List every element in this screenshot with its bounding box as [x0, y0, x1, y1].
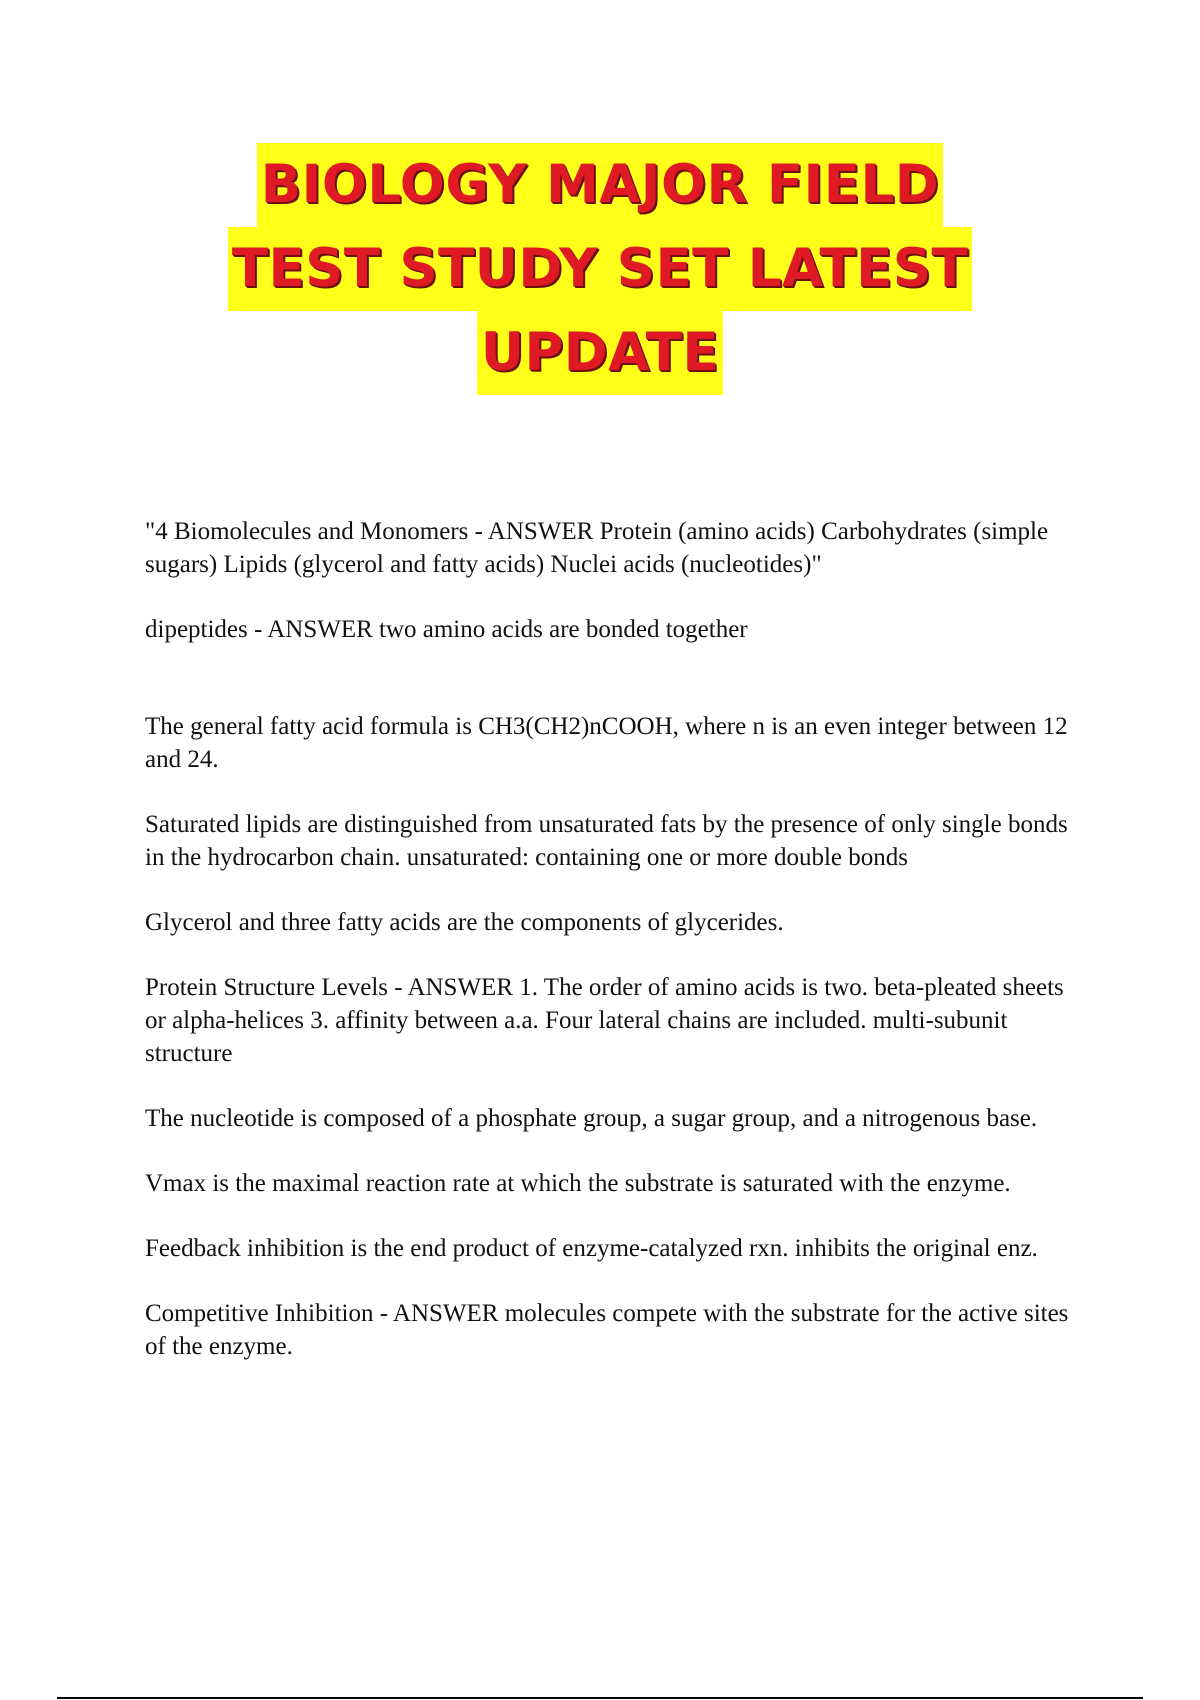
- paragraph-glycerides: Glycerol and three fatty acids are the components of glycerides.: [145, 909, 784, 936]
- title-line-1: BIOLOGY MAJOR FIELD: [257, 143, 943, 227]
- paragraph-biomolecules: "4 Biomolecules and Monomers - ANSWER Protein (amino acids) Carbohydrates (simple sugars) Lipids (glycerol and fatty acids) Nuclei acids (nucleotides)": [145, 518, 1049, 578]
- paragraph-nucleotide: The nucleotide is composed of a phosphate group, a sugar group, and a nitrogenous base.: [145, 1105, 1038, 1132]
- paragraph-vmax: Vmax is the maximal reaction rate at which the substrate is saturated with the enzyme.: [145, 1170, 1011, 1197]
- document-body: [145, 515, 1075, 1395]
- footer-divider: [57, 1697, 1143, 1699]
- title-line-3: UPDATE: [477, 311, 723, 395]
- paragraph-competitive-inhibition: Competitive Inhibition - ANSWER molecules compete with the substrate for the active sites of the enzyme.: [145, 1300, 1069, 1360]
- paragraph-protein-structure: Protein Structure Levels - ANSWER 1. The order of amino acids is two. beta-pleated sheets or alpha-helices 3. affinity between a.a. Four lateral chains are included. multi-subunit structure: [145, 974, 1064, 1067]
- paragraph-feedback-inhibition: Feedback inhibition is the end product of enzyme-catalyzed rxn. inhibits the original enz.: [145, 1235, 1038, 1262]
- document-title: [0, 143, 1200, 395]
- paragraph-saturated-lipids: Saturated lipids are distinguished from unsaturated fats by the presence of only single bonds in the hydrocarbon chain. unsaturated: containing one or more double bonds: [145, 811, 1068, 871]
- title-line-2: TEST STUDY SET LATEST: [228, 227, 972, 311]
- paragraph-dipeptides: dipeptides - ANSWER two amino acids are bonded together: [145, 616, 748, 643]
- paragraph-fatty-acid-formula: The general fatty acid formula is CH3(CH2)nCOOH, where n is an even integer between 12 and 24.: [145, 713, 1068, 773]
